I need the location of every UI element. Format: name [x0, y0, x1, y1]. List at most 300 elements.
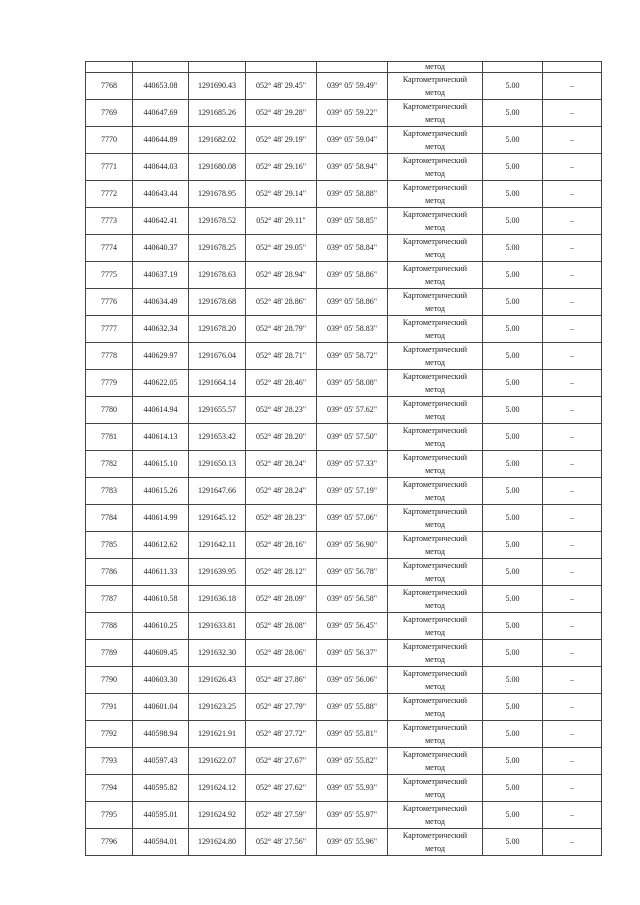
method-label-line1: Картометрический — [402, 345, 468, 354]
cell-note: – — [543, 478, 602, 505]
cell-num: 7786 — [86, 559, 133, 586]
cell-x: 440601.04 — [133, 694, 189, 721]
cell-note: – — [543, 235, 602, 262]
method-label-line2: метод — [425, 628, 445, 637]
method-label-line2: метод — [425, 682, 445, 691]
cell-lat: 052° 48' 29.05" — [246, 235, 317, 262]
cell-note: – — [543, 640, 602, 667]
cell-accuracy: 5.00 — [483, 532, 543, 559]
table-row — [86, 73, 602, 100]
cell-method — [388, 154, 483, 181]
cell-lon: 039° 05' 57.19" — [317, 478, 388, 505]
cell-x: 440594.01 — [133, 829, 189, 856]
cell-method — [388, 829, 483, 856]
cell-lat: 052° 48' 27.59" — [246, 802, 317, 829]
method-label-line2: метод — [425, 655, 445, 664]
table-row — [86, 181, 602, 208]
cell-accuracy: 5.00 — [483, 316, 543, 343]
table-row — [86, 532, 602, 559]
cell-y: 1291682.02 — [189, 127, 246, 154]
cell-x: 440653.08 — [133, 73, 189, 100]
method-label-line1: Картометрический — [402, 210, 468, 219]
method-label-line1: Картометрический — [402, 507, 468, 516]
table-row — [86, 397, 602, 424]
cell-lat: 052° 48' 28.94" — [246, 262, 317, 289]
method-label-line1: Картометрический — [402, 561, 468, 570]
cell-accuracy: 5.00 — [483, 208, 543, 235]
cell-lat: 052° 48' 29.11" — [246, 208, 317, 235]
cell-method — [388, 559, 483, 586]
table-row — [86, 478, 602, 505]
cell-num: 7792 — [86, 721, 133, 748]
cell-lat: 052° 48' 27.62" — [246, 775, 317, 802]
cell-method — [388, 127, 483, 154]
cell-note: – — [543, 289, 602, 316]
method-label-line2: метод — [425, 223, 445, 232]
cell-lat: 052° 48' 28.16" — [246, 532, 317, 559]
cell-lat: 052° 48' 28.71" — [246, 343, 317, 370]
cell-y — [189, 62, 246, 73]
cell-method — [388, 667, 483, 694]
cell-y: 1291678.63 — [189, 262, 246, 289]
cell-lon: 039° 05' 55.81" — [317, 721, 388, 748]
cell-method — [388, 370, 483, 397]
method-label-line1: Картометрический — [402, 291, 468, 300]
cell-method — [388, 181, 483, 208]
cell-x: 440612.62 — [133, 532, 189, 559]
cell-lon — [317, 62, 388, 73]
table-row — [86, 154, 602, 181]
cell-lat: 052° 48' 28.46" — [246, 370, 317, 397]
method-label-line2: метод — [425, 709, 445, 718]
cell-lon: 039° 05' 58.86" — [317, 289, 388, 316]
method-label-line2: метод — [425, 547, 445, 556]
method-label-line1: Картометрический — [402, 129, 468, 138]
cell-lon: 039° 05' 58.86" — [317, 262, 388, 289]
method-label-line2: метод — [425, 385, 445, 394]
table-row — [86, 424, 602, 451]
method-label-line2: метод — [425, 304, 445, 313]
table-row — [86, 127, 602, 154]
cell-y: 1291664.14 — [189, 370, 246, 397]
cell-note: – — [543, 586, 602, 613]
method-label-line1: Картометрический — [402, 318, 468, 327]
method-label-line1: Картометрический — [402, 372, 468, 381]
cell-note: – — [543, 505, 602, 532]
cell-num: 7779 — [86, 370, 133, 397]
cell-method — [388, 775, 483, 802]
cell-accuracy: 5.00 — [483, 343, 543, 370]
cell-num: 7772 — [86, 181, 133, 208]
cell-lat: 052° 48' 28.12" — [246, 559, 317, 586]
cell-lat: 052° 48' 28.23" — [246, 505, 317, 532]
cell-lat: 052° 48' 28.79" — [246, 316, 317, 343]
cell-accuracy: 5.00 — [483, 451, 543, 478]
cell-method — [388, 478, 483, 505]
table-row — [86, 640, 602, 667]
cell-y: 1291678.68 — [189, 289, 246, 316]
table-body — [86, 62, 602, 856]
cell-y: 1291633.81 — [189, 613, 246, 640]
cell-lon: 039° 05' 56.06" — [317, 667, 388, 694]
cell-lon: 039° 05' 59.22" — [317, 100, 388, 127]
cell-lat: 052° 48' 28.23" — [246, 397, 317, 424]
method-label-line1: Картометрический — [402, 237, 468, 246]
cell-y: 1291655.57 — [189, 397, 246, 424]
cell-lat: 052° 48' 27.72" — [246, 721, 317, 748]
cell-lon: 039° 05' 55.96" — [317, 829, 388, 856]
cell-x: 440622.05 — [133, 370, 189, 397]
cell-method — [388, 451, 483, 478]
cell-lon: 039° 05' 55.97" — [317, 802, 388, 829]
cell-x: 440640.37 — [133, 235, 189, 262]
cell-method — [388, 289, 483, 316]
cell-y: 1291621.91 — [189, 721, 246, 748]
cell-x: 440611.33 — [133, 559, 189, 586]
cell-lon: 039° 05' 58.08" — [317, 370, 388, 397]
cell-x: 440632.34 — [133, 316, 189, 343]
cell-x: 440647.69 — [133, 100, 189, 127]
cell-lon: 039° 05' 58.83" — [317, 316, 388, 343]
cell-lat: 052° 48' 27.67" — [246, 748, 317, 775]
method-label-line2: метод — [425, 358, 445, 367]
cell-num: 7775 — [86, 262, 133, 289]
cell-num: 7781 — [86, 424, 133, 451]
table-row — [86, 451, 602, 478]
method-label-line1: Картометрический — [402, 453, 468, 462]
table-row — [86, 208, 602, 235]
cell-x — [133, 62, 189, 73]
cell-note: – — [543, 748, 602, 775]
cell-accuracy: 5.00 — [483, 559, 543, 586]
cell-num: 7774 — [86, 235, 133, 262]
cell-lon: 039° 05' 58.72" — [317, 343, 388, 370]
cell-lat: 052° 48' 28.06" — [246, 640, 317, 667]
cell-note: – — [543, 154, 602, 181]
method-label-line1: Картометрический — [402, 264, 468, 273]
method-label-line1: Картометрический — [402, 480, 468, 489]
method-label-line2: метод — [425, 115, 445, 124]
cell-lon: 039° 05' 58.88" — [317, 181, 388, 208]
cell-x: 440614.99 — [133, 505, 189, 532]
cell-note: – — [543, 802, 602, 829]
cell-accuracy: 5.00 — [483, 586, 543, 613]
cell-lat: 052° 48' 29.14" — [246, 181, 317, 208]
cell-lat: 052° 48' 27.56" — [246, 829, 317, 856]
cell-x: 440595.01 — [133, 802, 189, 829]
method-label-line1: Картометрический — [402, 669, 468, 678]
cell-y: 1291624.80 — [189, 829, 246, 856]
table-row — [86, 667, 602, 694]
method-label-line2: метод — [425, 736, 445, 745]
cell-y: 1291690.43 — [189, 73, 246, 100]
cell-accuracy: 5.00 — [483, 100, 543, 127]
cell-y: 1291678.25 — [189, 235, 246, 262]
cell-lon: 039° 05' 58.84" — [317, 235, 388, 262]
cell-num: 7780 — [86, 397, 133, 424]
cell-accuracy: 5.00 — [483, 262, 543, 289]
method-label-line2: метод — [425, 763, 445, 772]
method-label-line1: Картометрический — [402, 723, 468, 732]
cell-num — [86, 62, 133, 73]
cell-x: 440597.43 — [133, 748, 189, 775]
table-row — [86, 748, 602, 775]
cell-num: 7795 — [86, 802, 133, 829]
cell-method — [388, 640, 483, 667]
cell-lon: 039° 05' 58.94" — [317, 154, 388, 181]
cell-accuracy: 5.00 — [483, 424, 543, 451]
method-label-line1: Картометрический — [402, 588, 468, 597]
cell-method — [388, 235, 483, 262]
cell-num: 7793 — [86, 748, 133, 775]
cell-lat: 052° 48' 29.16" — [246, 154, 317, 181]
cell-x: 440610.25 — [133, 613, 189, 640]
cell-num: 7773 — [86, 208, 133, 235]
cell-lat: 052° 48' 28.20" — [246, 424, 317, 451]
cell-method — [388, 532, 483, 559]
cell-num: 7784 — [86, 505, 133, 532]
cell-accuracy: 5.00 — [483, 829, 543, 856]
cell-lon: 039° 05' 56.45" — [317, 613, 388, 640]
cell-x: 440598.94 — [133, 721, 189, 748]
cell-lon: 039° 05' 57.33" — [317, 451, 388, 478]
cell-method — [388, 586, 483, 613]
cell-y: 1291678.52 — [189, 208, 246, 235]
cell-lat: 052° 48' 29.19" — [246, 127, 317, 154]
cell-accuracy: 5.00 — [483, 775, 543, 802]
cell-x: 440637.19 — [133, 262, 189, 289]
cell-method — [388, 748, 483, 775]
cell-note: – — [543, 424, 602, 451]
cell-num: 7782 — [86, 451, 133, 478]
cell-x: 440643.44 — [133, 181, 189, 208]
cell-y: 1291632.30 — [189, 640, 246, 667]
cell-note: – — [543, 73, 602, 100]
cell-y: 1291626.43 — [189, 667, 246, 694]
method-label-line2: метод — [425, 196, 445, 205]
cell-x: 440603.30 — [133, 667, 189, 694]
cell-x: 440634.49 — [133, 289, 189, 316]
cell-method — [388, 802, 483, 829]
cell-note: – — [543, 397, 602, 424]
method-label-line1: Картометрический — [402, 399, 468, 408]
cell-method — [388, 73, 483, 100]
method-label-line1: Картометрический — [402, 534, 468, 543]
cell-method — [388, 424, 483, 451]
cell-note: – — [543, 829, 602, 856]
cell-method — [388, 694, 483, 721]
cell-y: 1291653.42 — [189, 424, 246, 451]
cell-accuracy: 5.00 — [483, 505, 543, 532]
table-row — [86, 370, 602, 397]
cell-lat: 052° 48' 27.79" — [246, 694, 317, 721]
cell-accuracy: 5.00 — [483, 181, 543, 208]
method-label-line2: метод — [425, 574, 445, 583]
cell-accuracy: 5.00 — [483, 397, 543, 424]
table-row — [86, 100, 602, 127]
cell-x: 440644.89 — [133, 127, 189, 154]
cell-note: – — [543, 181, 602, 208]
table-row — [86, 829, 602, 856]
table-row — [86, 694, 602, 721]
cell-x: 440614.13 — [133, 424, 189, 451]
method-label-line2: метод — [425, 844, 445, 853]
method-label-line2: метод — [425, 520, 445, 529]
cell-lon: 039° 05' 56.37" — [317, 640, 388, 667]
cell-x: 440609.45 — [133, 640, 189, 667]
method-label-line1: Картометрический — [402, 615, 468, 624]
cell-accuracy: 5.00 — [483, 478, 543, 505]
cell-note: – — [543, 262, 602, 289]
cell-num: 7789 — [86, 640, 133, 667]
method-label-line2: метод — [425, 493, 445, 502]
cell-num: 7776 — [86, 289, 133, 316]
cell-note: – — [543, 613, 602, 640]
table-row — [86, 613, 602, 640]
cell-accuracy: 5.00 — [483, 748, 543, 775]
cell-y: 1291624.92 — [189, 802, 246, 829]
table-row — [86, 802, 602, 829]
cell-num: 7783 — [86, 478, 133, 505]
cell-x: 440615.26 — [133, 478, 189, 505]
cell-x: 440629.97 — [133, 343, 189, 370]
cell-lon: 039° 05' 55.88" — [317, 694, 388, 721]
table-row — [86, 505, 602, 532]
cell-lon: 039° 05' 57.62" — [317, 397, 388, 424]
cell-method — [388, 343, 483, 370]
cell-lat: 052° 48' 29.28" — [246, 100, 317, 127]
table-row — [86, 343, 602, 370]
cell-num: 7790 — [86, 667, 133, 694]
table-row — [86, 586, 602, 613]
cell-lon: 039° 05' 57.06" — [317, 505, 388, 532]
cell-accuracy: 5.00 — [483, 802, 543, 829]
method-label-line1: Картометрический — [402, 750, 468, 759]
method-label-line2: метод — [425, 142, 445, 151]
cell-method: метод — [388, 62, 483, 73]
cell-num: 7769 — [86, 100, 133, 127]
method-label-line2: метод — [425, 277, 445, 286]
cell-lat: 052° 48' 28.86" — [246, 289, 317, 316]
method-label-line1: Картометрический — [402, 696, 468, 705]
cell-y: 1291645.12 — [189, 505, 246, 532]
cell-accuracy: 5.00 — [483, 721, 543, 748]
cell-method — [388, 613, 483, 640]
cell-x: 440614.94 — [133, 397, 189, 424]
cell-note: – — [543, 721, 602, 748]
method-label-line2: метод — [425, 601, 445, 610]
cell-num: 7770 — [86, 127, 133, 154]
cell-method — [388, 208, 483, 235]
method-label-line2: метод — [425, 412, 445, 421]
cell-y: 1291685.26 — [189, 100, 246, 127]
cell-num: 7787 — [86, 586, 133, 613]
cell-y: 1291639.95 — [189, 559, 246, 586]
cell-note: – — [543, 694, 602, 721]
cell-num: 7768 — [86, 73, 133, 100]
cell-lon: 039° 05' 56.78" — [317, 559, 388, 586]
cell-num: 7788 — [86, 613, 133, 640]
cell-accuracy: 5.00 — [483, 127, 543, 154]
cell-note: – — [543, 343, 602, 370]
table-row — [86, 559, 602, 586]
cell-note: – — [543, 559, 602, 586]
cell-note: – — [543, 667, 602, 694]
cell-lon: 039° 05' 55.82" — [317, 748, 388, 775]
cell-lat: 052° 48' 28.24" — [246, 451, 317, 478]
method-label-line1: Картометрический — [402, 804, 468, 813]
cell-lat: 052° 48' 28.24" — [246, 478, 317, 505]
cell-note: – — [543, 316, 602, 343]
table-row — [86, 235, 602, 262]
cell-x: 440610.58 — [133, 586, 189, 613]
cell-x: 440642.41 — [133, 208, 189, 235]
cell-num: 7796 — [86, 829, 133, 856]
cell-accuracy: 5.00 — [483, 235, 543, 262]
cell-lat — [246, 62, 317, 73]
cell-y: 1291678.20 — [189, 316, 246, 343]
cell-method — [388, 505, 483, 532]
cell-accuracy: 5.00 — [483, 613, 543, 640]
cell-accuracy: 5.00 — [483, 154, 543, 181]
cell-note: – — [543, 451, 602, 478]
cell-lat: 052° 48' 29.45" — [246, 73, 317, 100]
table-row — [86, 316, 602, 343]
cell-lon: 039° 05' 58.85" — [317, 208, 388, 235]
method-label-line1: Картометрический — [402, 831, 468, 840]
cell-x: 440644.03 — [133, 154, 189, 181]
table-row — [86, 721, 602, 748]
cell-y: 1291636.18 — [189, 586, 246, 613]
cell-y: 1291680.08 — [189, 154, 246, 181]
method-label-line2: метод — [425, 250, 445, 259]
method-label-line2: метод — [425, 331, 445, 340]
cell-method — [388, 721, 483, 748]
cell-note: – — [543, 127, 602, 154]
cell-accuracy: 5.00 — [483, 694, 543, 721]
cell-lon: 039° 05' 56.90" — [317, 532, 388, 559]
cell-note: – — [543, 775, 602, 802]
coordinates-table — [85, 61, 602, 856]
table-row — [86, 289, 602, 316]
cell-y: 1291678.95 — [189, 181, 246, 208]
cell-note: – — [543, 100, 602, 127]
cell-y: 1291650.13 — [189, 451, 246, 478]
cell-method — [388, 100, 483, 127]
method-label-line1: Картометрический — [402, 426, 468, 435]
cell-lon: 039° 05' 59.49" — [317, 73, 388, 100]
cell-lon: 039° 05' 55.93" — [317, 775, 388, 802]
method-label-line2: метод — [425, 439, 445, 448]
table-row — [86, 262, 602, 289]
cell-y: 1291676.04 — [189, 343, 246, 370]
cell-accuracy: 5.00 — [483, 370, 543, 397]
cell-num: 7778 — [86, 343, 133, 370]
cell-num: 7785 — [86, 532, 133, 559]
cell-lon: 039° 05' 59.04" — [317, 127, 388, 154]
method-label-line2: метод — [425, 169, 445, 178]
cell-note — [543, 62, 602, 73]
cell-num: 7794 — [86, 775, 133, 802]
cell-num: 7771 — [86, 154, 133, 181]
cell-note: – — [543, 370, 602, 397]
cell-lon: 039° 05' 56.58" — [317, 586, 388, 613]
cell-note: – — [543, 532, 602, 559]
method-label-line1: Картометрический — [402, 777, 468, 786]
cell-x: 440595.82 — [133, 775, 189, 802]
cell-y: 1291642.11 — [189, 532, 246, 559]
cell-x: 440615.10 — [133, 451, 189, 478]
